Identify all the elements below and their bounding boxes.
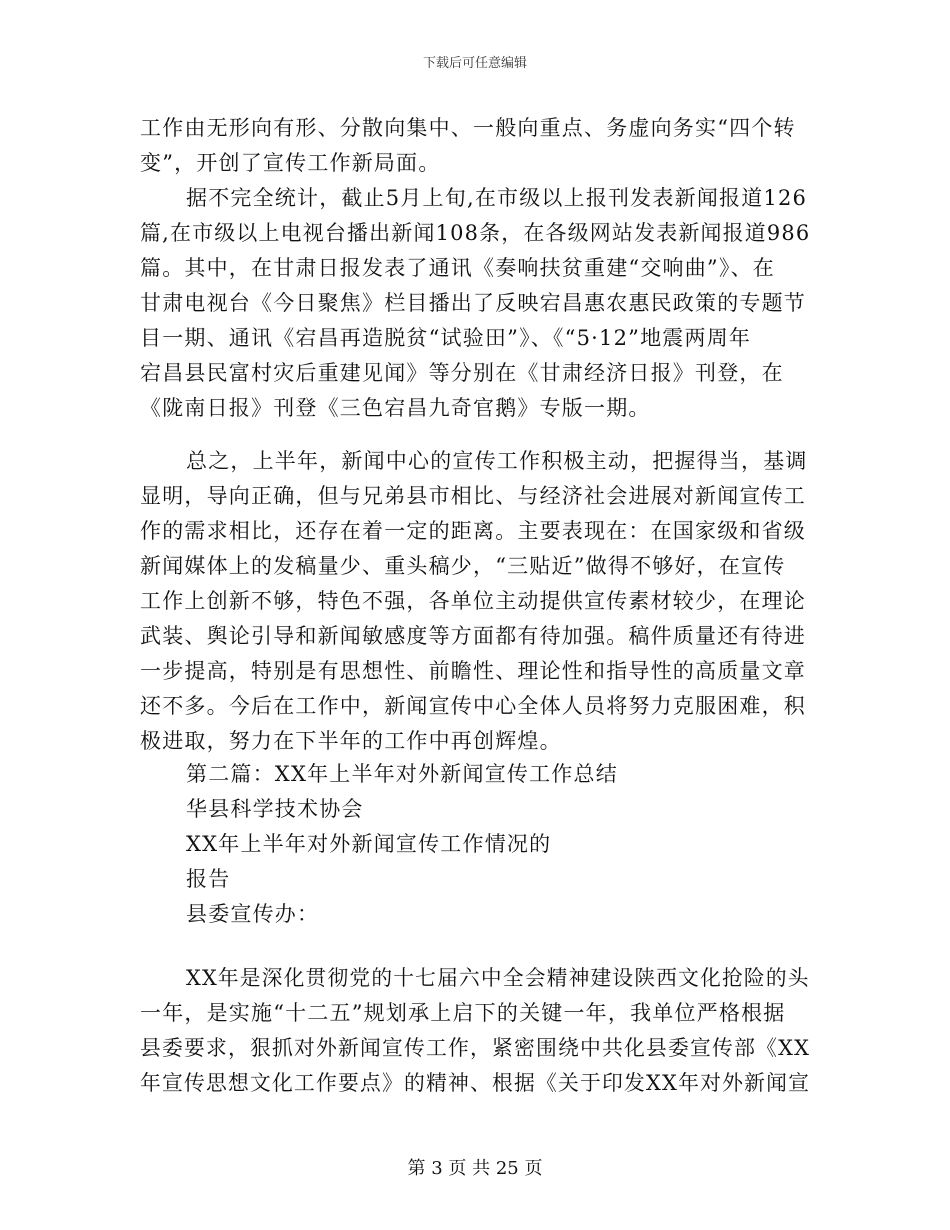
text-line: 一年，是实施“十二五”规划承上启下的关键一年，我单位严格根据: [140, 1001, 786, 1025]
text-line: 篇,在市级以上电视台播出新闻108条，在各级网站发表新闻报道986: [140, 221, 811, 245]
text-line: 工作上创新不够，特色不强，各单位主动提供宣传素材较少，在理论: [140, 589, 806, 613]
text-line: 据不完全统计，截止5月上旬,在市级以上报刊发表新闻报道126: [186, 186, 808, 210]
text-line: 作的需求相比，还存在着一定的距离。主要表现在：在国家级和省级: [140, 519, 806, 543]
text-line: 还不多。今后在工作中，新闻宣传中心全体人员将努力克服困难，积: [140, 694, 806, 718]
text-line: 一步提高，特别是有思想性、前瞻性、理论性和指导性的高质量文章: [140, 659, 806, 683]
text-line: 县委要求，狠抓对外新闻宣传工作，紧密围绕中共化县委宣传部《XX: [140, 1036, 811, 1060]
text-line: 目一期、通讯《宕昌再造脱贫“试验田”》、《“5·12”地震两周年: [140, 326, 752, 350]
text-line: 极进取，努力在下半年的工作中再创辉煌。: [140, 729, 562, 753]
page-number: 第 3 页 共 25 页: [407, 1158, 543, 1179]
section-heading: 第二篇：XX年上半年对外新闻宣传工作总结: [186, 762, 618, 786]
text-line: 甘肃电视台《今日聚焦》栏目播出了反映宕昌惠农惠民政策的专题节: [140, 291, 806, 315]
text-line: 显明，导向正确，但与兄弟县市相比、与经济社会进展对新闻宣传工: [140, 484, 806, 508]
text-line: 《陇南日报》刊登《三色宕昌九奇官鹅》专版一期。: [140, 396, 651, 420]
report-title: XX年上半年对外新闻宣传工作情况的: [186, 832, 552, 856]
report-title: 报告: [186, 867, 231, 891]
page-header: 下载后可任意编辑: [422, 56, 527, 71]
text-line: 新闻媒体上的发稿量少、重头稿少，“三贴近”做得不够好，在宣传: [140, 554, 786, 578]
text-line: 武装、舆论引导和新闻敏感度等方面都有待加强。稿件质量还有待进: [140, 624, 806, 648]
text-line: 篇。其中，在甘肃日报发表了通讯《奏响扶贫重建“交响曲”》、在: [140, 256, 775, 280]
organization-name: 华县科学技术协会: [186, 797, 364, 821]
text-line: 年宣传思想文化工作要点》的精神、根据《关于印发XX年对外新闻宣: [140, 1071, 811, 1095]
text-line: 工作由无形向有形、分散向集中、一般向重点、务虚向务实“四个转: [140, 116, 796, 140]
text-line: 变”，开创了宣传工作新局面。: [140, 151, 441, 175]
addressee: 县委宣传办：: [186, 902, 320, 926]
text-line: 宕昌县民富村灾后重建见闻》等分别在《甘肃经济日报》刊登，在: [140, 361, 784, 385]
text-line: XX年是深化贯彻党的十七届六中全会精神建设陕西文化抢险的头: [186, 966, 810, 990]
text-line: 总之，上半年，新闻中心的宣传工作积极主动，把握得当，基调: [186, 449, 808, 473]
